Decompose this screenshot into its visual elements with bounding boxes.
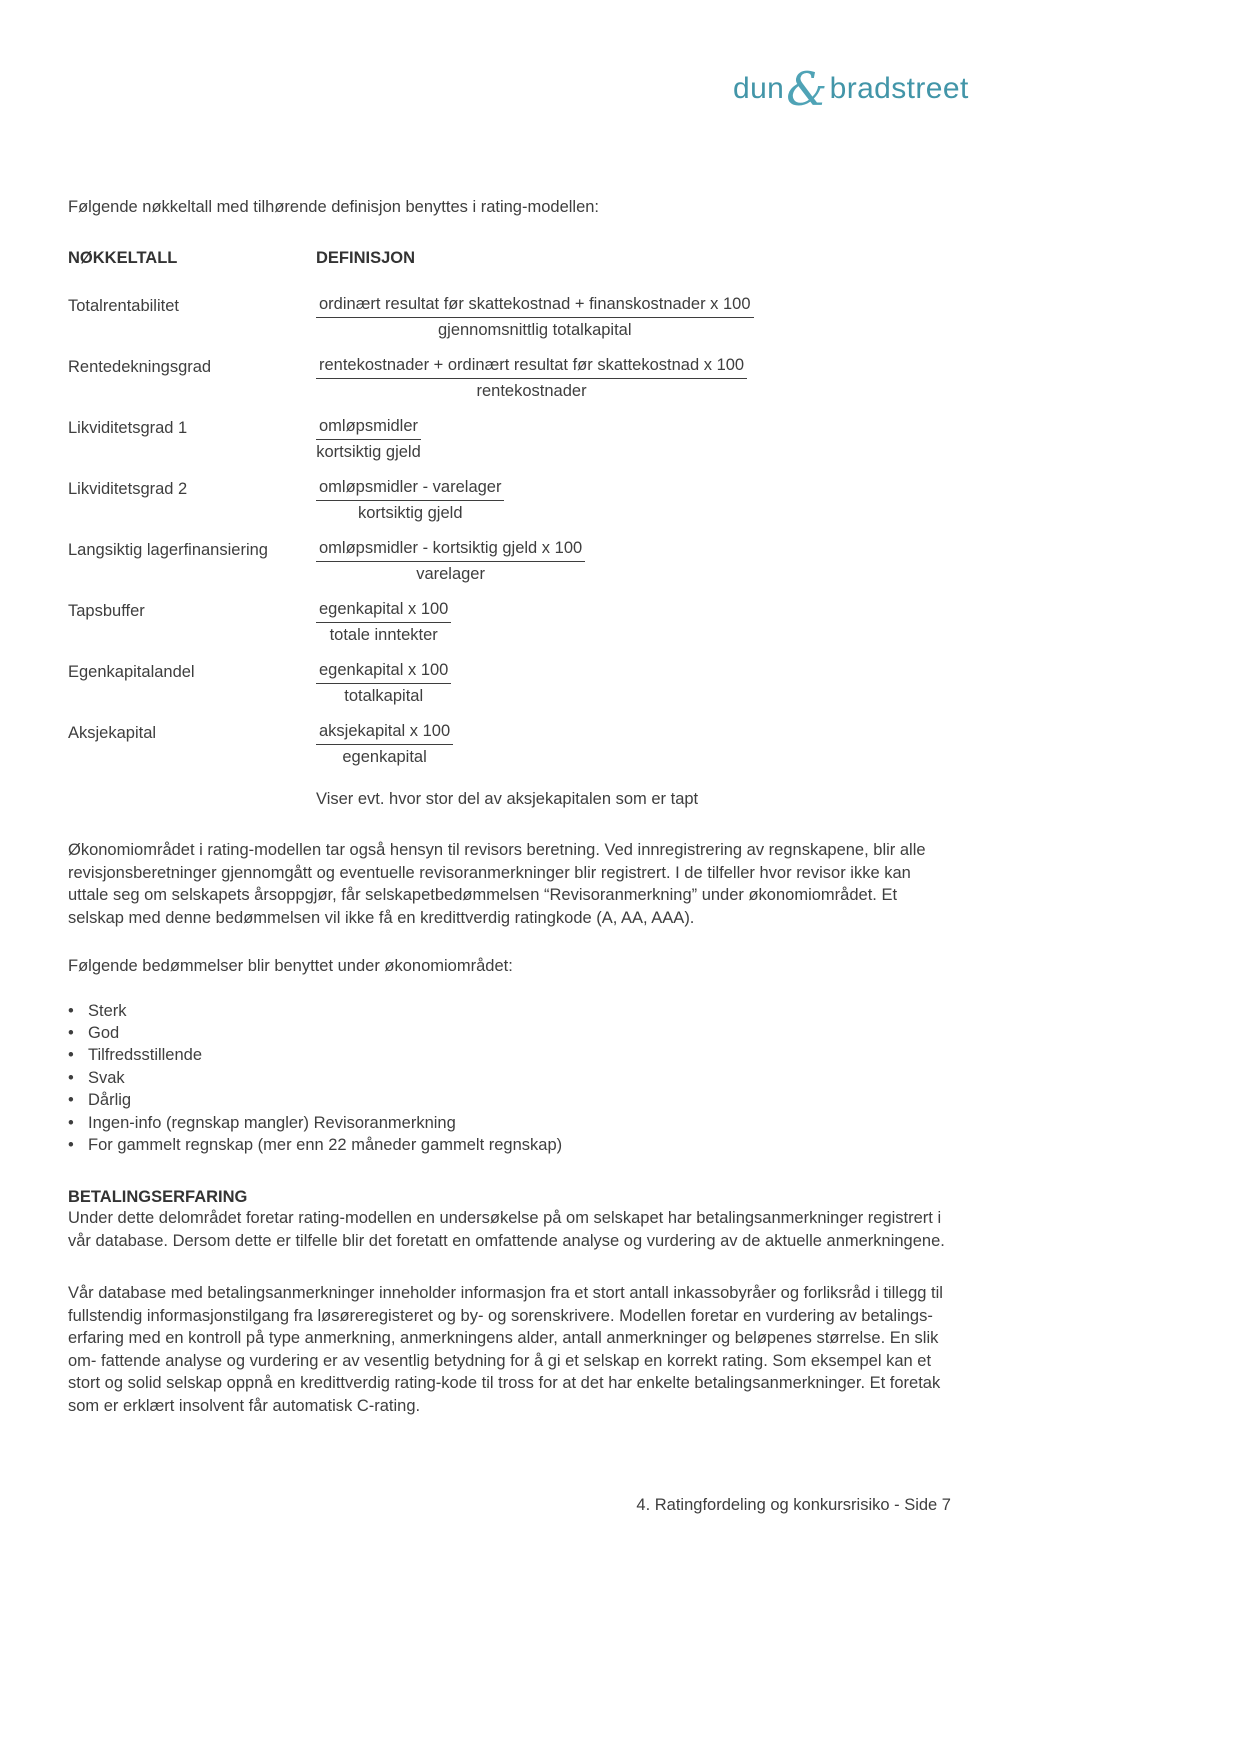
list-item (68, 1089, 946, 1111)
formula-fraction (316, 292, 754, 340)
list-item (68, 1022, 946, 1044)
page-footer: 4. Ratingfordeling og konkursrisiko - Side 7 (636, 1496, 951, 1514)
fraction-numerator: egenkapital x 100 (316, 597, 451, 623)
list-item-label: For gammelt regnskap (mer enn 22 måneder gammelt regnskap) (88, 1135, 563, 1154)
formula-fraction (316, 475, 504, 523)
fraction-denominator: gjennomsnittlig totalkapital (437, 321, 632, 339)
bullet-icon: • (68, 1091, 74, 1110)
key-figure-label: Aksjekapital (68, 724, 157, 742)
table-row (68, 597, 946, 645)
assessments-intro: Følgende bedømmelser blir benyttet under økonomiområdet: (68, 957, 513, 975)
key-figure-label: Likviditetsgrad 1 (68, 419, 188, 437)
table-row (68, 658, 946, 706)
list-item-label: Svak (88, 1068, 125, 1087)
list-item (68, 1044, 946, 1066)
fraction-denominator: totalkapital (344, 687, 424, 705)
assessments-list (68, 1000, 946, 1157)
dun-bradstreet-logo (733, 62, 969, 116)
table-row (68, 353, 946, 401)
fraction-numerator: omløpsmidler - varelager (316, 475, 504, 501)
fraction-numerator: omløpsmidler - kortsiktig gjeld x 100 (316, 536, 585, 562)
economy-paragraph: Økonomiområdet i rating-modellen tar også hensyn til revisors beretning. Ved innregistrering av regnskapene, blir alle revisjonsberetninger gjennomgått og eventuelle revisoranmerkninger blir registrert. I de tilfeller hvor revisor ikke kan uttale seg om selskapets årsoppgjør, får selskapetbedømmelsen “Revisoranmerkning” under økonomiområdet. Et selskap med denne bedømmelsen vil ikke få en kredittverdig ratingkode (A, AA, AAA). (68, 841, 926, 927)
aksjekapital-note: Viser evt. hvor stor del av aksjekapitalen som er tapt (316, 790, 699, 808)
key-figure-label: Egenkapitalandel (68, 663, 195, 681)
formula-fraction (316, 536, 585, 584)
fraction-denominator: totale inntekter (329, 626, 438, 644)
formula-fraction (316, 719, 453, 767)
section-heading-betalingserfaring: BETALINGSERFARING (68, 1188, 248, 1207)
intro-text: Følgende nøkkeltall med tilhørende definisjon benyttes i rating-modellen: (68, 198, 600, 216)
table-row (68, 719, 946, 767)
bullet-icon: • (68, 1023, 74, 1042)
list-item-label: Tilfredsstillende (88, 1046, 203, 1065)
table-row (68, 780, 946, 809)
list-item-label: Ingen-info (regnskap mangler) Revisoranmerkning (88, 1113, 456, 1132)
key-figure-label-empty (68, 780, 316, 785)
bullet-icon: • (68, 1068, 74, 1087)
table-row (68, 414, 946, 462)
table-row (68, 475, 946, 523)
logo-dun: dun (733, 72, 785, 105)
fraction-numerator: aksjekapital x 100 (316, 719, 453, 745)
list-item-label: Dårlig (88, 1091, 132, 1110)
bullet-icon: • (68, 1113, 74, 1132)
payment-paragraph-1: Under dette delområdet foretar rating-modellen en undersøkelse på om selskapet har betalingsanmerkninger registrert i vår database. Dersom dette er tilfelle blir det foretatt en omfattende analyse og vurdering av de aktuelle anmerkningene. (68, 1209, 945, 1250)
table-header-row (68, 249, 946, 268)
formula-fraction (316, 414, 421, 462)
bullet-icon: • (68, 1135, 74, 1154)
list-item (68, 1067, 946, 1089)
key-figure-label: Tapsbuffer (68, 602, 145, 620)
list-item (68, 1112, 946, 1134)
fraction-numerator: egenkapital x 100 (316, 658, 451, 684)
logo-ampersand-icon: & (786, 62, 828, 116)
bullet-icon: • (68, 1001, 74, 1020)
document-content (68, 198, 946, 1417)
column-header-nokkeltall: NØKKELTALL (68, 249, 178, 267)
column-header-definisjon: DEFINISJON (316, 249, 416, 267)
formula-fraction (316, 597, 451, 645)
fraction-numerator: omløpsmidler (316, 414, 421, 440)
formula-fraction (316, 658, 451, 706)
payment-paragraph-2: Vår database med betalingsanmerkninger inneholder informasjon fra et stort antall inkassobyråer og forliksråd i tillegg til fullstendig informasjonstilgang fra løsøreregisteret og by- og sorenskrivere. Modellen foretar en vurdering av betalings- erfaring med en kontroll på type anmerkning, anmerkningens alder, antall anmerkninger og beløpenes størrelse. En slik om- fattende analyse og vurdering er av vesentlig betydning for å gi et selskap en korrekt rating. Som eksempel kan et stort og solid selskap oppnå en kredittverdig rating-kode til tross for at det har enkelte betalingsanmerkninger. Et foretak som er erklært insolvent får automatisk C-rating. (68, 1284, 943, 1415)
list-item (68, 1000, 946, 1022)
fraction-numerator: ordinært resultat før skattekostnad + finanskostnader x 100 (316, 292, 754, 318)
table-row (68, 292, 946, 340)
fraction-denominator: egenkapital (342, 748, 427, 766)
fraction-denominator: kortsiktig gjeld (316, 443, 421, 461)
key-figure-label: Rentedekningsgrad (68, 358, 212, 376)
list-item-label: Sterk (88, 1001, 127, 1020)
formula-fraction (316, 353, 747, 401)
logo-bradstreet: bradstreet (829, 72, 969, 105)
fraction-denominator: rentekostnader (476, 382, 587, 400)
key-figure-label: Totalrentabilitet (68, 297, 179, 315)
table-row (68, 536, 946, 584)
list-item-label: God (88, 1023, 120, 1042)
fraction-denominator: varelager (416, 565, 485, 583)
key-figure-label: Likviditetsgrad 2 (68, 480, 188, 498)
list-item (68, 1134, 946, 1156)
bullet-icon: • (68, 1046, 74, 1065)
fraction-denominator: kortsiktig gjeld (357, 504, 463, 522)
fraction-numerator: rentekostnader + ordinært resultat før skattekostnad x 100 (316, 353, 747, 379)
key-figure-label: Langsiktig lagerfinansiering (68, 541, 268, 559)
